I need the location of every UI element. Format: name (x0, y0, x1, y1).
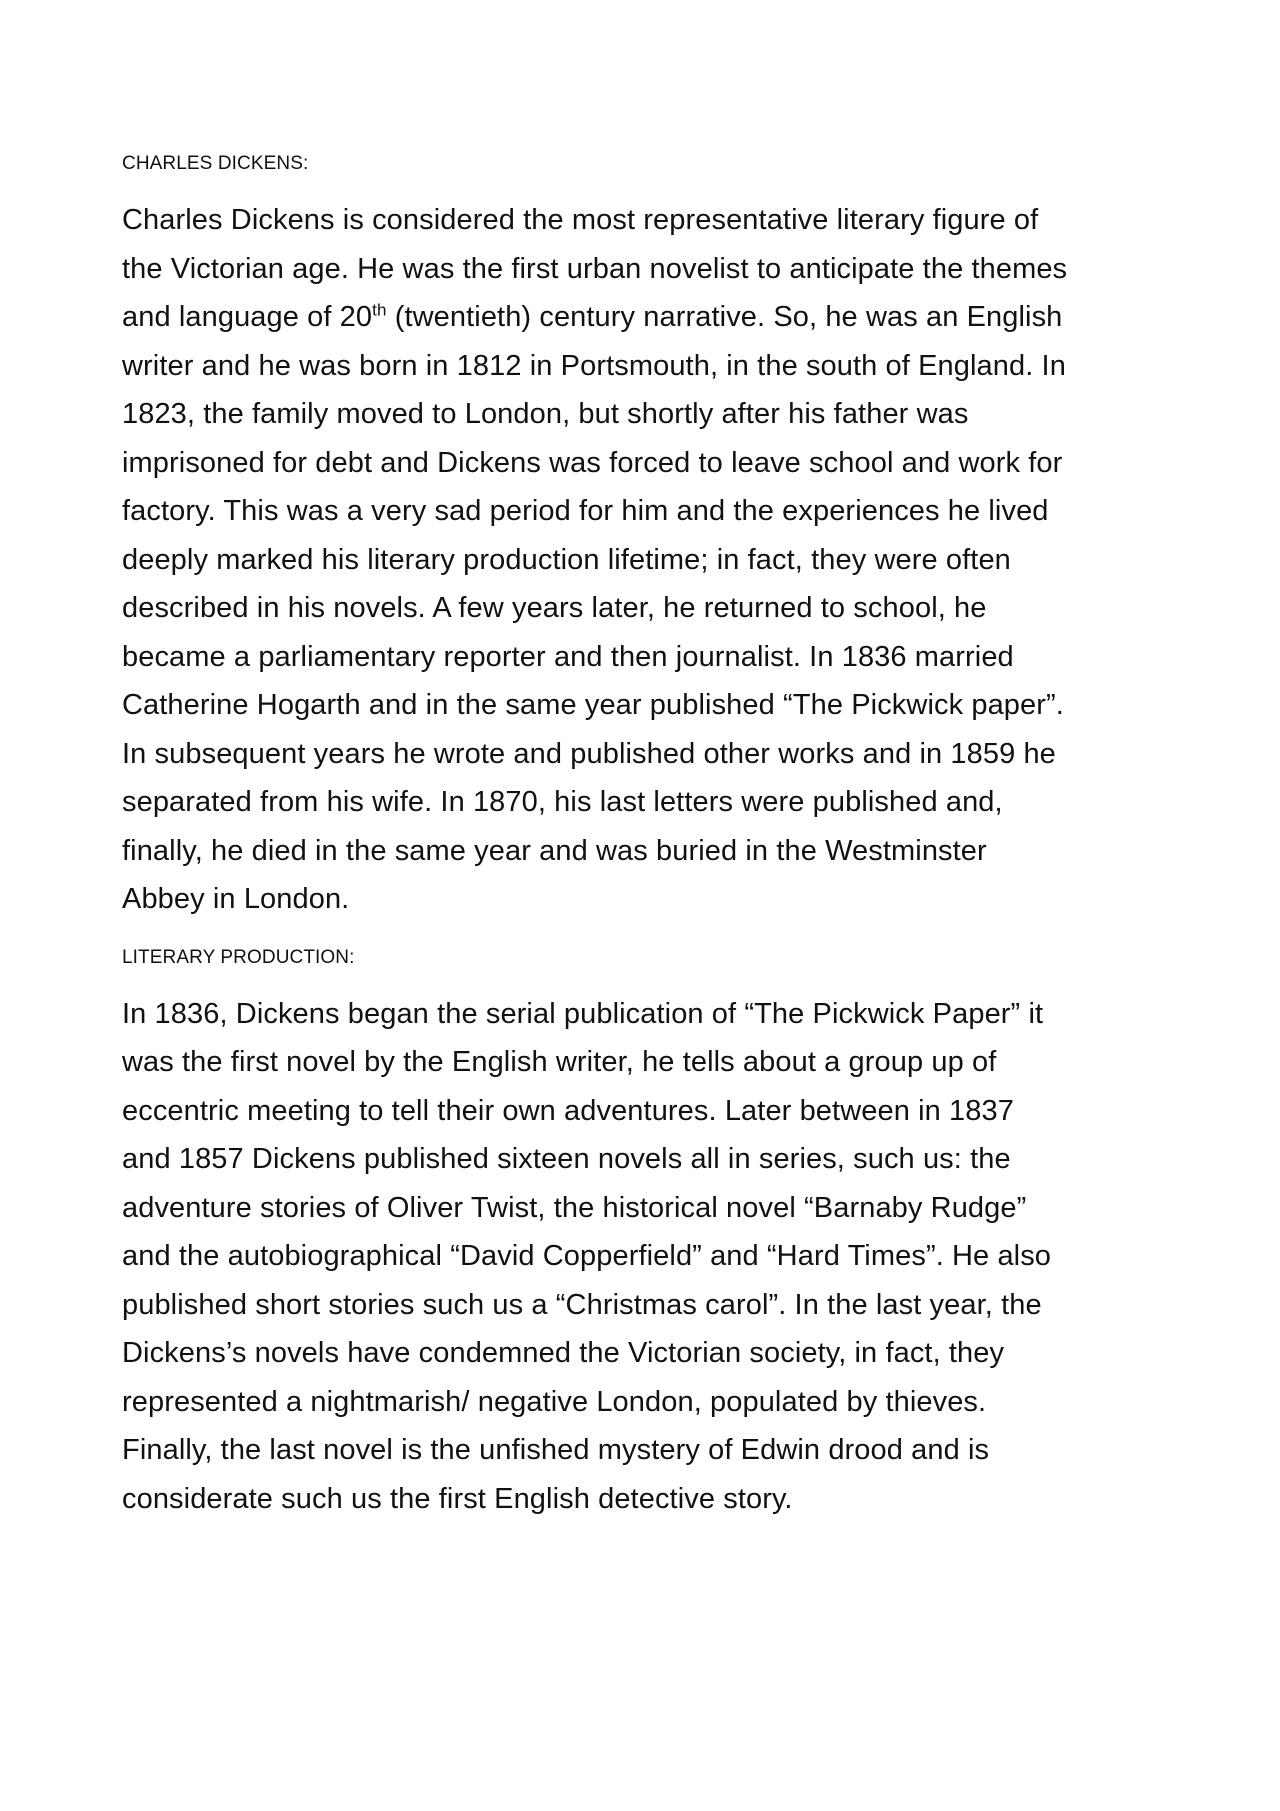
text-line: eccentric meeting to tell their own adventures. Later between in 1837 (122, 1094, 1014, 1127)
text-line: published short stories such us a “Christmas carol”. In the last year, the (122, 1288, 1042, 1321)
section-heading-charles-dickens: CHARLES DICKENS: (122, 153, 309, 174)
biography-paragraph (122, 196, 1172, 924)
text-line: adventure stories of Oliver Twist, the historical novel “Barnaby Rudge” (122, 1191, 1027, 1224)
text-line: became a parliamentary reporter and then journalist. In 1836 married (122, 640, 1014, 673)
text-line: factory. This was a very sad period for him and the experiences he lived (122, 495, 1049, 527)
text-fragment: (twentieth) century narrative. So, he was an English (386, 301, 1063, 333)
text-fragment: and language of 20 (122, 301, 373, 333)
text-line: represented a nightmarish/ negative London, populated by thieves. (122, 1385, 987, 1418)
text-line: was the first novel by the English writer, he tells about a group up of (122, 1046, 997, 1078)
text-line: Finally, the last novel is the unfished mystery of Edwin drood and is (122, 1434, 990, 1466)
literary-production-paragraph (122, 990, 1172, 1524)
section-heading-literary-production: LITERARY PRODUCTION: (122, 946, 355, 968)
text-line: In subsequent years he wrote and published other works and in 1859 he (122, 737, 1056, 770)
document-body (122, 150, 1172, 1523)
text-line: imprisoned for debt and Dickens was forced to leave school and work for (122, 446, 1063, 479)
text-line: 1823, the family moved to London, but shortly after his father was (122, 398, 969, 430)
text-line (122, 293, 1172, 342)
text-line: and 1857 Dickens published sixteen novels all in series, such us: the (122, 1143, 1011, 1175)
text-line: Abbey in London. (122, 883, 350, 915)
text-line: writer and he was born in 1812 in Portsmouth, in the south of England. In (122, 349, 1066, 382)
text-line: considerate such us the first English detective story. (122, 1482, 793, 1515)
text-line: In 1836, Dickens began the serial publication of “The Pickwick Paper” it (122, 997, 1044, 1030)
text-line: finally, he died in the same year and was buried in the Westminster (122, 834, 987, 867)
text-line: described in his novels. A few years later, he returned to school, he (122, 592, 987, 624)
text-line: Catherine Hogarth and in the same year published “The Pickwick paper”. (122, 689, 1064, 721)
text-line: separated from his wife. In 1870, his last letters were published and, (122, 786, 1003, 818)
text-line: and the autobiographical “David Copperfield” and “Hard Times”. He also (122, 1240, 1052, 1272)
superscript-ordinal: th (372, 300, 387, 320)
text-line: deeply marked his literary production lifetime; in fact, they were often (122, 543, 1011, 576)
text-line: Dickens’s novels have condemned the Victorian society, in fact, they (122, 1337, 1005, 1369)
text-line: the Victorian age. He was the first urban novelist to anticipate the themes (122, 252, 1068, 285)
text-line: Charles Dickens is considered the most representative literary figure of (122, 204, 1039, 236)
